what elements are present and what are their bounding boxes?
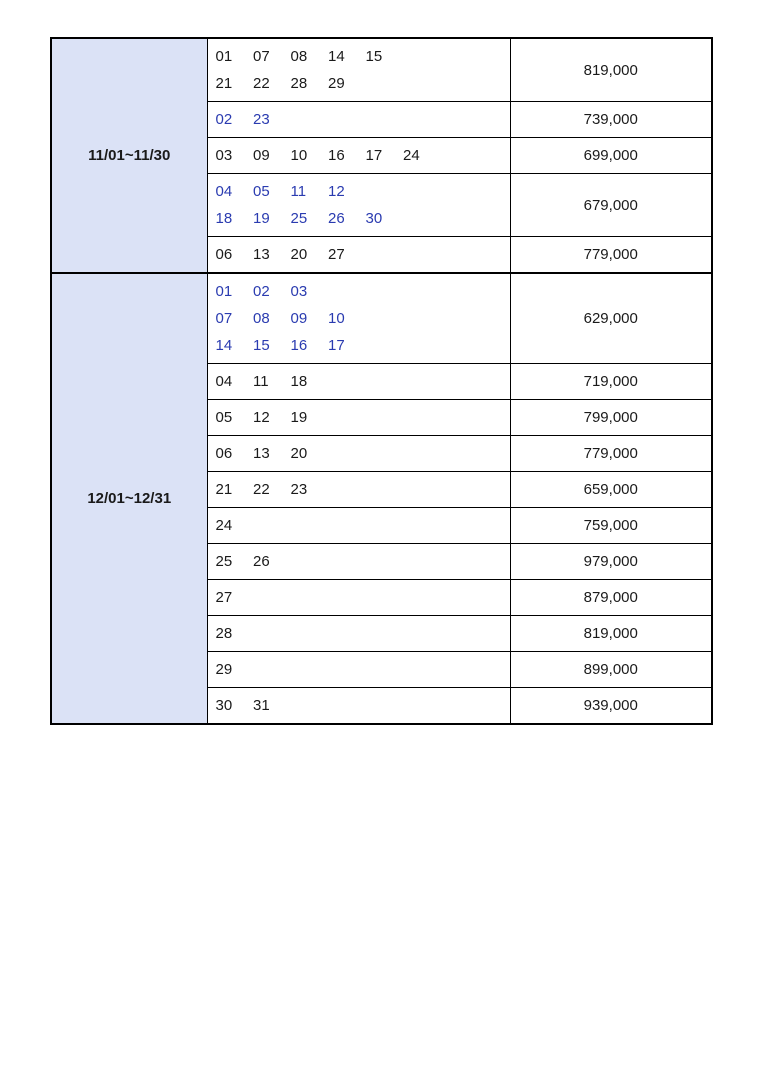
date-value: 09 bbox=[290, 310, 308, 327]
date-value: 19 bbox=[253, 210, 270, 227]
date-list bbox=[207, 237, 510, 274]
date-line bbox=[216, 692, 510, 719]
date-value: 13 bbox=[253, 246, 270, 263]
price-value: 719,000 bbox=[510, 364, 712, 400]
price-value: 879,000 bbox=[510, 580, 712, 616]
period-label: 11/01~11/30 bbox=[51, 38, 207, 273]
date-value: 19 bbox=[290, 409, 308, 426]
date-value: 01 bbox=[215, 283, 233, 300]
date-value: 20 bbox=[290, 445, 308, 462]
price-value: 659,000 bbox=[510, 472, 712, 508]
date-line bbox=[216, 476, 510, 503]
date-list bbox=[207, 174, 510, 237]
price-value: 819,000 bbox=[510, 616, 712, 652]
date-value: 30 bbox=[365, 210, 383, 227]
date-line bbox=[216, 332, 510, 359]
price-value: 779,000 bbox=[510, 237, 712, 274]
date-value: 23 bbox=[253, 111, 270, 128]
date-list bbox=[207, 364, 510, 400]
date-value: 12 bbox=[328, 183, 345, 200]
date-list bbox=[207, 544, 510, 580]
date-value: 16 bbox=[290, 337, 308, 354]
date-value: 01 bbox=[215, 48, 233, 65]
date-value: 11 bbox=[253, 373, 269, 390]
date-line bbox=[216, 548, 510, 575]
date-value: 18 bbox=[215, 210, 233, 227]
date-value: 14 bbox=[328, 48, 345, 65]
date-line bbox=[216, 142, 510, 169]
date-value: 30 bbox=[215, 697, 233, 714]
price-value: 979,000 bbox=[510, 544, 712, 580]
date-value: 10 bbox=[290, 147, 308, 164]
date-value: 02 bbox=[215, 111, 233, 128]
date-list bbox=[207, 508, 510, 544]
date-line bbox=[216, 178, 510, 205]
price-value: 819,000 bbox=[510, 38, 712, 102]
date-value: 29 bbox=[328, 75, 345, 92]
date-value: 24 bbox=[215, 517, 233, 534]
date-value: 12 bbox=[253, 409, 270, 426]
date-list bbox=[207, 580, 510, 616]
date-value: 29 bbox=[215, 661, 233, 678]
table-row bbox=[51, 273, 712, 364]
date-value: 25 bbox=[290, 210, 308, 227]
price-value: 629,000 bbox=[510, 273, 712, 364]
date-line bbox=[216, 440, 510, 467]
date-list bbox=[207, 38, 510, 102]
date-value: 13 bbox=[253, 445, 270, 462]
date-value: 27 bbox=[215, 589, 233, 606]
date-value: 21 bbox=[215, 481, 233, 498]
date-list bbox=[207, 652, 510, 688]
date-value: 22 bbox=[253, 75, 270, 92]
date-value: 08 bbox=[290, 48, 308, 65]
date-line bbox=[216, 584, 510, 611]
date-line bbox=[216, 70, 510, 97]
date-list bbox=[207, 688, 510, 725]
date-value: 07 bbox=[253, 48, 270, 65]
table-row bbox=[51, 38, 712, 102]
date-value: 31 bbox=[253, 697, 270, 714]
date-list bbox=[207, 138, 510, 174]
period-label: 12/01~12/31 bbox=[51, 273, 207, 724]
date-list bbox=[207, 102, 510, 138]
date-value: 15 bbox=[365, 48, 383, 65]
date-line bbox=[216, 43, 510, 70]
date-value: 17 bbox=[365, 147, 383, 164]
price-value: 739,000 bbox=[510, 102, 712, 138]
date-line bbox=[216, 241, 510, 268]
date-value: 28 bbox=[290, 75, 308, 92]
date-value: 05 bbox=[215, 409, 233, 426]
date-value: 05 bbox=[253, 183, 270, 200]
date-value: 03 bbox=[290, 283, 308, 300]
date-value: 20 bbox=[290, 246, 308, 263]
date-value: 16 bbox=[328, 147, 345, 164]
date-line bbox=[216, 305, 510, 332]
price-value: 799,000 bbox=[510, 400, 712, 436]
price-value: 939,000 bbox=[510, 688, 712, 725]
price-value: 699,000 bbox=[510, 138, 712, 174]
date-value: 26 bbox=[253, 553, 270, 570]
date-list bbox=[207, 616, 510, 652]
date-line bbox=[216, 404, 510, 431]
date-line bbox=[216, 656, 510, 683]
date-line bbox=[216, 368, 510, 395]
date-value: 02 bbox=[253, 283, 270, 300]
date-list bbox=[207, 436, 510, 472]
period-group bbox=[51, 38, 712, 273]
date-value: 06 bbox=[215, 445, 233, 462]
date-value: 23 bbox=[290, 481, 308, 498]
date-line bbox=[216, 620, 510, 647]
date-value: 09 bbox=[253, 147, 270, 164]
date-value: 27 bbox=[328, 246, 345, 263]
date-value: 15 bbox=[253, 337, 270, 354]
price-value: 759,000 bbox=[510, 508, 712, 544]
date-line bbox=[216, 106, 510, 133]
date-value: 11 bbox=[290, 183, 307, 200]
price-value: 779,000 bbox=[510, 436, 712, 472]
date-value: 24 bbox=[403, 147, 420, 164]
price-value: 899,000 bbox=[510, 652, 712, 688]
date-value: 03 bbox=[215, 147, 233, 164]
date-value: 04 bbox=[215, 373, 233, 390]
date-value: 14 bbox=[215, 337, 233, 354]
date-value: 26 bbox=[328, 210, 345, 227]
date-value: 21 bbox=[215, 75, 233, 92]
date-value: 10 bbox=[328, 310, 345, 327]
price-value: 679,000 bbox=[510, 174, 712, 237]
date-value: 06 bbox=[215, 246, 233, 263]
date-line bbox=[216, 512, 510, 539]
date-list bbox=[207, 472, 510, 508]
date-value: 17 bbox=[328, 337, 345, 354]
date-list bbox=[207, 273, 510, 364]
date-value: 04 bbox=[215, 183, 233, 200]
date-value: 22 bbox=[253, 481, 270, 498]
date-line bbox=[216, 205, 510, 232]
date-list bbox=[207, 400, 510, 436]
date-value: 07 bbox=[215, 310, 233, 327]
date-value: 18 bbox=[290, 373, 308, 390]
date-line bbox=[216, 278, 510, 305]
date-value: 08 bbox=[253, 310, 270, 327]
period-group bbox=[51, 273, 712, 724]
date-value: 28 bbox=[215, 625, 233, 642]
date-value: 25 bbox=[215, 553, 233, 570]
price-table bbox=[50, 37, 713, 725]
